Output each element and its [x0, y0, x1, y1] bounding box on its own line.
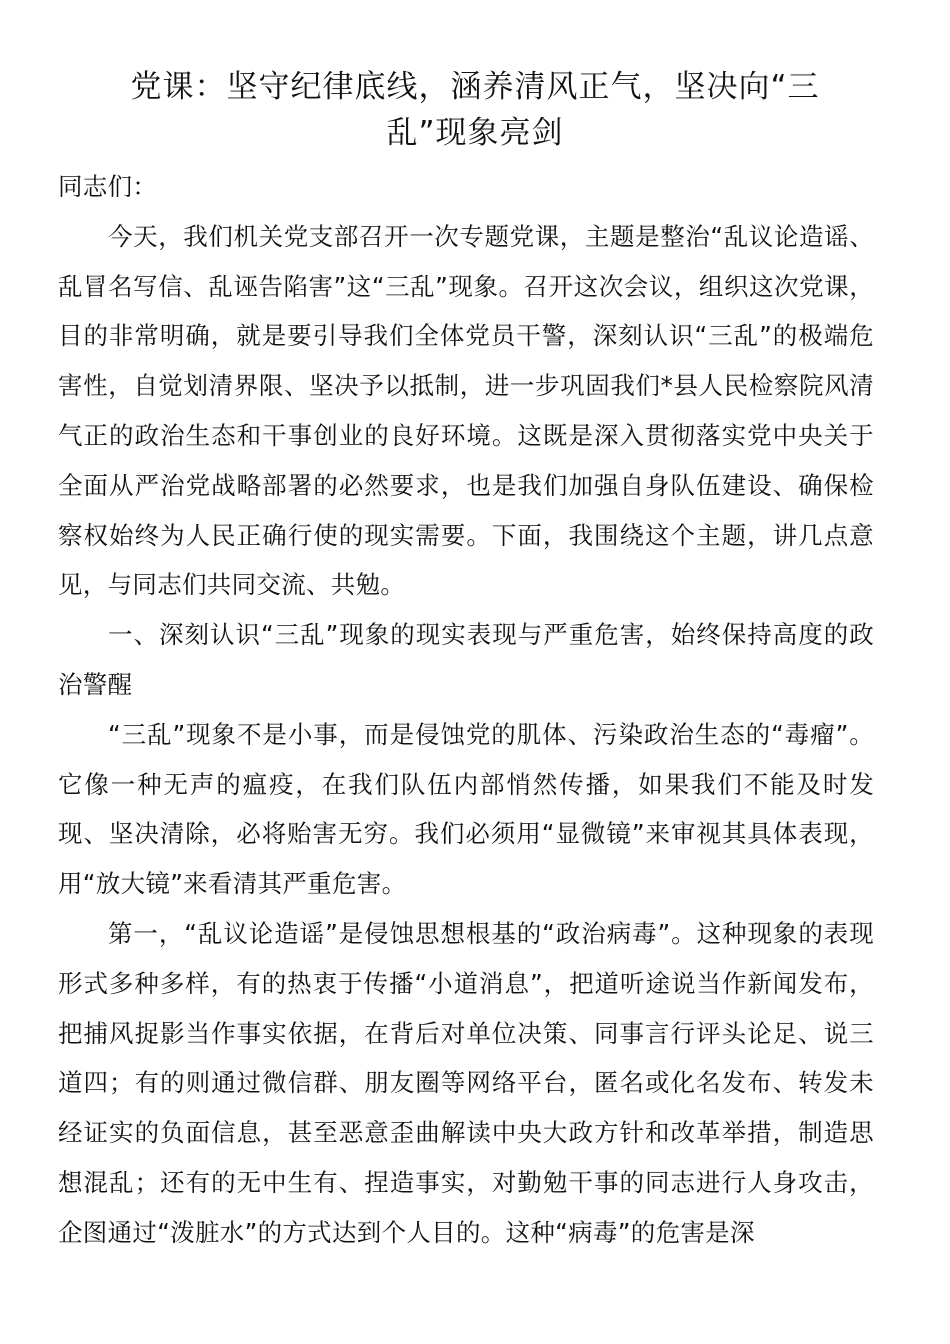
section-heading-1: 一、深刻认识“三乱”现象的现实表现与严重危害，始终保持高度的政治警醒: [58, 620, 874, 699]
paragraph-intro: 今天，我们机关党支部召开一次专题党课，主题是整治“乱议论造谣、乱冒名写信、乱诬告陷害”这“三乱”现象。召开这次会议，组织这次党课，目的非常明确，就是要引导我们全体党员干警，深刻认识“三乱”的极端危害性，自觉划清界限、坚决予以抵制，进一步巩固我们*县人民检察院风清气正的政治生态和干事创业的良好环境。这既是深入贯彻落实党中央关于全面从严治党战略部署的必然要求，也是我们加强自身队伍建设、确保检察权始终为人民正确行使的现实需要。下面，我围绕这个主题，讲几点意见，与同志们共同交流、共勉。: [58, 221, 874, 600]
paragraph-point-1: 第一，“乱议论造谣”是侵蚀思想根基的“政治病毒”。这种现象的表现形式多种多样，有的热衷于传播“小道消息”，把道听途说当作新闻发布，把捕风捉影当作事实依据，在背后对单位决策、同事言行评头论足、说三道四；有的则通过微信群、朋友圈等网络平台，匿名或化名发布、转发未经证实的负面信息，甚至恶意歪曲解读中央大政方针和改革举措，制造思想混乱；还有的无中生有、捏造事实，对勤勉干事的同志进行人身攻击，企图通过“泼脏水”的方式达到个人目的。这种“病毒”的危害是深: [58, 918, 874, 1247]
title-line-1: 党课：坚守纪律底线，涵养清风正气，坚决向“三: [130, 69, 820, 105]
title-line-2: 乱”现象亮剑: [386, 115, 564, 151]
salutation: 同志们：: [58, 172, 158, 201]
document-title: [58, 64, 874, 156]
paragraph-section-1-intro: “三乱”现象不是小事，而是侵蚀党的肌体、污染政治生态的“毒瘤”。它像一种无声的瘟疫，在我们队伍内部悄然传播，如果我们不能及时发现、坚决清除，必将贻害无穷。我们必须用“显微镜”来审视其具体表现，用“放大镜”来看清其严重危害。: [58, 719, 874, 899]
